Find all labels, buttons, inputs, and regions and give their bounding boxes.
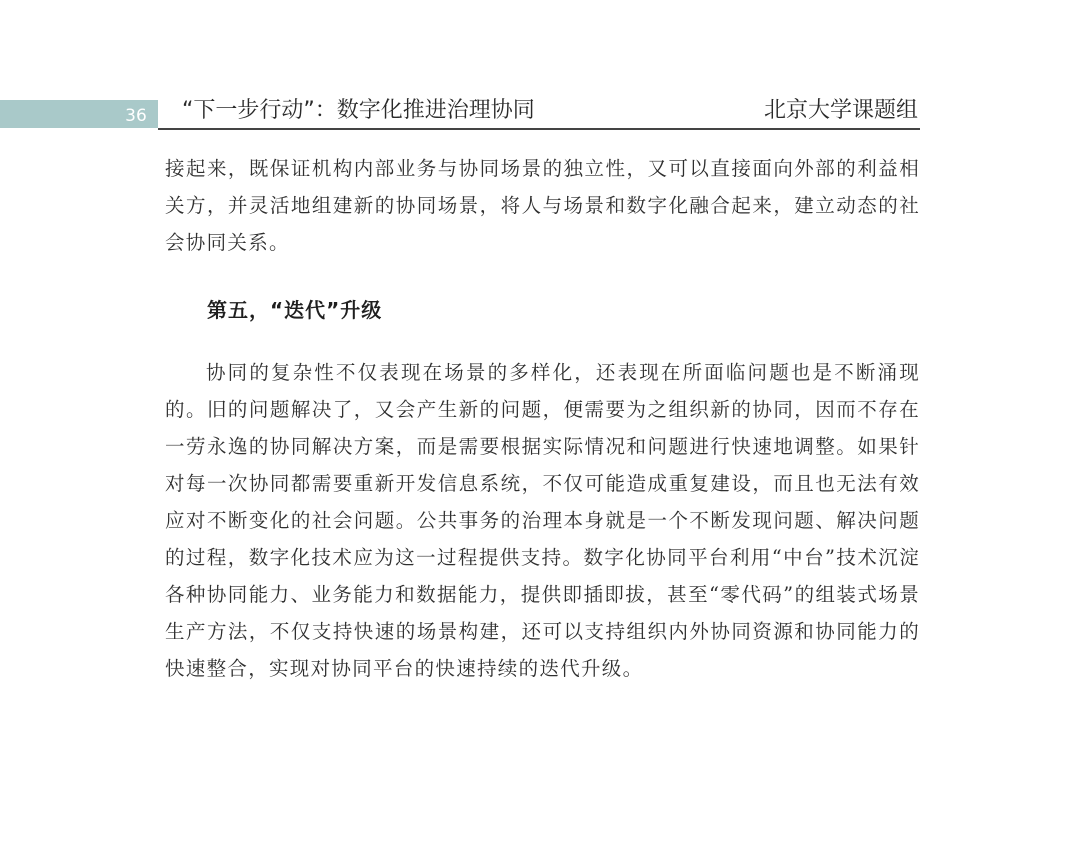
header-divider	[158, 128, 920, 130]
body-paragraph-1: 接起来，既保证机构内部业务与协同场景的独立性，又可以直接面向外部的利益相关方，并灵活地组建新的协同场景，将人与场景和数字化融合起来，建立动态的社会协同关系。	[165, 157, 920, 254]
body-paragraph-2: 协同的复杂性不仅表现在场景的多样化，还表现在所面临问题也是不断涌现的。旧的问题解决了，又会产生新的问题，便需要为之组织新的协同，因而不存在一劳永逸的协同解决方案，而是需要根据实际情况和问题进行快速地调整。如果针对每一次协同都需要重新开发信息系统，不仅可能造成重复建设，而且也无法有效应对不断变化的社会问题。公共事务的治理本身就是一个不断发现问题、解决问题的过程，数字化技术应为这一过程提供支持。数字化协同平台利用“中台”技术沉淀各种协同能力、业务能力和数据能力，提供即插即拔，甚至“零代码”的组装式场景生产方法，不仅支持快速的场景构建，还可以支持组织内外协同资源和协同能力的快速整合，实现对协同平台的快速持续的迭代升级。	[165, 361, 920, 680]
page-number: 36	[125, 106, 147, 126]
running-header-organization: 北京大学课题组	[763, 98, 918, 123]
running-header-title: “下一步行动”：数字化推进治理协同	[182, 98, 535, 123]
section-heading: 第五，“迭代”升级	[207, 298, 383, 322]
